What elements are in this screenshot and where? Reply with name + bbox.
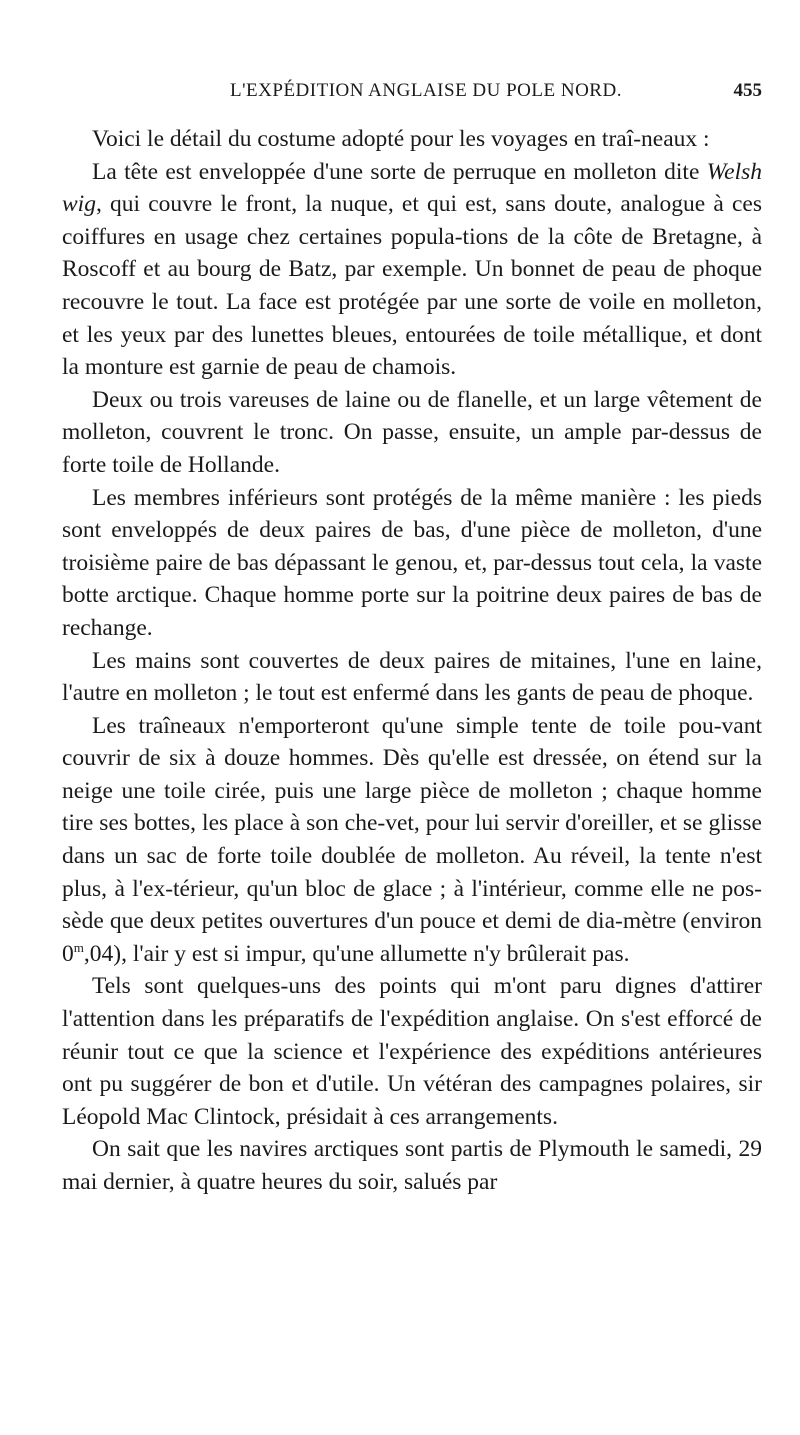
paragraph-text: La tête est enveloppée d'une sorte de perruque en molleton dite (92, 158, 707, 185)
paragraph-departure: On sait que les navires arctiques sont partis de Plymouth le samedi, 29 mai dernier, à quatre heures du soir, salués par (62, 1136, 762, 1195)
paragraph-text: Les traîneaux n'emporteront qu'une simple tente de toile pou-vant couvrir de six à douze hommes. Dès qu'elle est dressée, on étend sur la neige une toile cirée, puis une large pièce de molleton ; chaque homme tire ses bottes, les place à son che-vet, pour lui servir d'oreiller, et se glisse dans un sac de forte toile doublée de molleton. Au réveil, la tente n'est plus, à l'ex-térieur, qu'un bloc de glace ; à l'intérieur, comme elle ne pos-sède que deux petites ouvertures d'un pouce et demi de dia-mètre (environ 0 (62, 712, 762, 967)
page-number: 455 (733, 80, 762, 101)
running-title: L'EXPÉDITION ANGLAISE DU POLE NORD. (230, 80, 622, 101)
unit-superscript: m (73, 940, 84, 956)
italic-term: Welsh wig (62, 158, 762, 218)
paragraph-torso-clothing: Deux ou trois vareuses de laine ou de flanelle, et un large vêtement de molleton, couvrent le tronc. On passe, ensuite, un ample par-dessus de forte toile de Hollande. (62, 386, 762, 478)
running-head (90, 76, 762, 106)
paragraph-tent (62, 710, 762, 971)
paragraph-preparations: Tels sont quelques-uns des points qui m'ont paru dignes d'attirer l'attention dans les préparatifs de l'expédition anglaise. On s'est efforcé de réunir tout ce que la science et l'expérience des expéditions antérieures ont pu suggérer de bon et d'utile. Un vétéran des campagnes polaires, sir Léopold Mac Clintock, présidait à ces arrangements. (62, 973, 762, 1130)
paragraph-sledge-costume-intro: Voici le détail du costume adopté pour les voyages en traî-neaux : (92, 126, 710, 152)
paragraph-text: ,04), l'air y est si impur, qu'une allumette n'y brûlerait pas. (83, 940, 630, 967)
paragraph-hands: Les mains sont couvertes de deux paires de mitaines, l'une en laine, l'autre en molleton ; le tout est enfermé dans les gants de peau de phoque. (62, 647, 762, 707)
body-text (62, 123, 762, 1199)
paragraph-lower-limbs: Les membres inférieurs sont protégés de la même manière : les pieds sont enveloppés de deux paires de bas, d'une pièce de molleton, d'une troisième paire de bas dépassant le genou, et, par-dessus tout cela, la vaste botte arctique. Chaque homme porte sur la poitrine deux paires de bas de rechange. (62, 484, 762, 641)
paragraph-head-covering (62, 156, 762, 384)
paragraph-text: , qui couvre le front, la nuque, et qui est, sans doute, analogue à ces coiffures en usage chez certaines popula-tions de la côte de Bretagne, à Roscoff et au bourg de Batz, par exemple. Un bonnet de peau de phoque recouvre le tout. La face est protégée par une sorte de voile en molleton, et les yeux par des lunettes bleues, entourées de toile métallique, et dont la monture est garnie de peau de chamois. (62, 191, 762, 381)
